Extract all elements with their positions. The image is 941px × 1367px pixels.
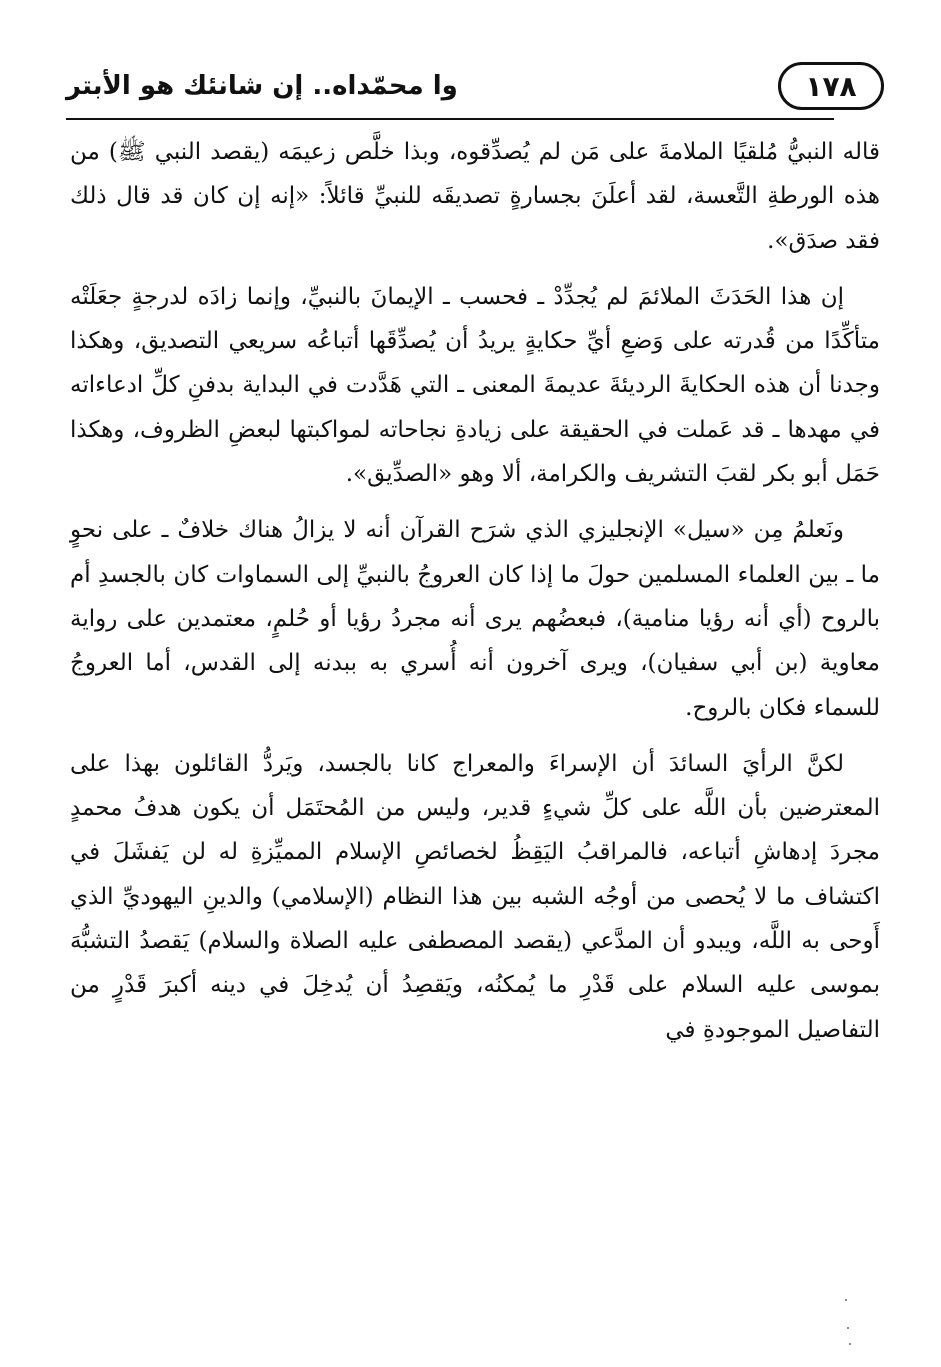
paragraph-2: إن هذا الحَدَثَ الملائمَ لم يُجدِّدْ ـ فحسب ـ الإيمانَ بالنبيِّ، وإنما زادَه لدرجةٍ جعَلَتْه متأكِّدًا من قُدرته على وَضعِ أيِّ حكايةٍ يريدُ أن يُصدِّقَها أتباعُه سريعي التصديق، وهكذا وجدنا أن هذه الحكايةَ الرديئةَ عديمةَ المعنى ـ التي هَدَّدت في البداية بدفنِ كلِّ ادعاءاته في مهدها ـ قد عَملت في الحقيقة على زيادةِ نجاحاته لمواكبتها لبعضِ الظروف، وهكذا حَمَل أبو بكر لقبَ التشريف والكرامة، ألا وهو «الصدِّيق». [70, 283, 880, 488]
running-title: وا محمّداه.. إن شانئك هو الأبتر [66, 71, 458, 101]
paragraph-4: لكنَّ الرأيَ السائدَ أن الإسراءَ والمعراج كانا بالجسد، ويَردُّ القائلون بهذا على المعترضين بأن اللَّه على كلِّ شيءٍ قدير، وليس من المُحتَمَل أن يكون هدفُ محمدٍ مجردَ إدهاشِ أتباعه، فالمراقبُ اليَقِظُ لخصائصِ الإسلام المميِّزةِ له لن يَفشَلَ في اكتشاف ما لا يُحصى من أوجُه الشبه بين هذا النظام (الإسلامي) والدينِ اليهوديِّ الذي أَوحى به اللَّه، ويبدو أن المدَّعي (يقصد المصطفى عليه الصلاة والسلام) يَقصدُ التشبُّهَ بموسى عليه السلام على قَدْرِ ما يُمكنُه، ويَقصِدُ أن يُدخِلَ في دينه أكبرَ قَدْرٍ من التفاصيل الموجودةِ في [70, 750, 880, 1043]
page-number: ١٧٨ [805, 69, 857, 103]
paragraph-3: ونَعلمُ مِن «سيل» الإنجليزي الذي شرَح القرآن أنه لا يزالُ هناك خلافٌ ـ على نحوٍ ما ـ بين العلماء المسلمين حولَ ما إذا كان العروجُ بالنبيِّ إلى السماوات كان بالجسدِ أم بالروح (أي أنه رؤيا منامية)، فبعضُهم يرى أنه مجردُ رؤيا أو حُلمٍ، معتمدين على رواية معاوية (بن أبي سفيان)، ويرى آخرون أنه أُسري به ببدنه إلى القدس، أما العروجُ للسماء فكان بالروح. [70, 517, 880, 721]
scan-specks [831, 1297, 861, 1347]
page-number-badge [778, 62, 884, 110]
paragraph-1: قاله النبيُّ مُلقيًا الملامةَ على مَن لم يُصدِّقوه، وبذا خلَّص زعيمَه (يقصد النبي ﷺ) من هذه الورطةِ التَّعسة، لقد أعلَنَ بجسارةٍ تصديقَه للنبيِّ قائلاً: «إنه إن كان قد قال ذلك فقد صدَق». [70, 139, 880, 254]
body-text [70, 130, 880, 1064]
header-divider [66, 118, 834, 120]
page-header [66, 58, 884, 120]
